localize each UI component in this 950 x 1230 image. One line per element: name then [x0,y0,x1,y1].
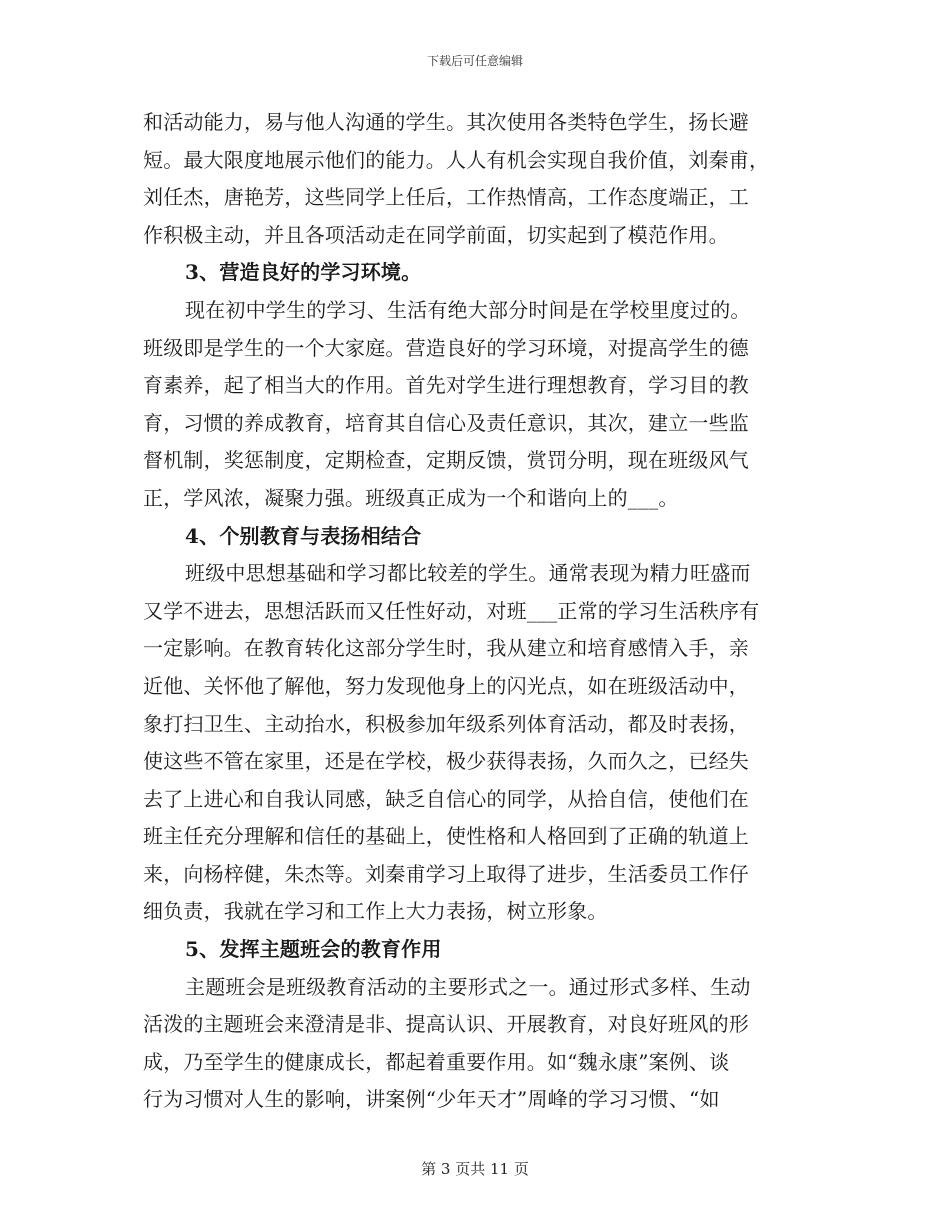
page-header: 下载后可任意编辑 [426,54,523,68]
section-heading-3: 3、营造良好的学习环境。 [185,260,422,285]
text-line: 班级即是学生的一个大家庭。营造良好的学习环境，对提高学生的德 [143,335,749,360]
paragraph-first-line: 班级中思想基础和学习都比较差的学生。通常表现为精力旺盛而 [185,561,751,586]
text-line: 行为习惯对人生的影响，讲案例“少年天才”周峰的学习习惯、“如 [143,1087,720,1112]
text-line: 短。最大限度地展示他们的能力。人人有机会实现自我价值，刘秦甫， [143,147,770,172]
section-heading-5: 5、发挥主题班会的教育作用 [185,937,442,962]
text-line: 刘任杰，唐艳芳，这些同学上任后，工作热情高，工作态度端正，工 [143,185,749,210]
paragraph-first-line: 主题班会是班级教育活动的主要形式之一。通过形式多样、生动 [185,974,751,999]
text-line: 活泼的主题班会来澄清是非、提高认识、开展教育，对良好班风的形 [143,1012,749,1037]
text-line: 去了上进心和自我认同感，缺乏自信心的同学，从拾自信，使他们在 [143,786,749,811]
text-line: 又学不进去，思想活跃而又任性好动，对班___正常的学习生活秩序有 [143,598,760,623]
paragraph-first-line: 现在初中学生的学习、生活有绝大部分时间是在学校里度过的。 [185,297,751,322]
text-line: 班主任充分理解和信任的基础上，使性格和人格回到了正确的轨道上 [143,824,749,849]
text-line: 作积极主动，并且各项活动走在同学前面，切实起到了模范作用。 [143,222,729,247]
page-footer: 第 3 页共 11 页 [421,1160,529,1178]
text-line: 使这些不管在家里，还是在学校，极少获得表扬，久而久之，已经失 [143,749,749,774]
text-line: 督机制，奖惩制度，定期检查，定期反馈，赏罚分明，现在班级风气 [143,448,749,473]
text-line: 成，乃至学生的健康成长，都起着重要作用。如“魏永康”案例、谈 [143,1049,730,1074]
section-heading-4: 4、个别教育与表扬相结合 [185,523,422,548]
document-body [143,104,803,1119]
text-line: 来，向杨梓健，朱杰等。刘秦甫学习上取得了进步，生活委员工作仔 [143,861,749,886]
text-line: 近他、关怀他了解他，努力发现他身上的闪光点，如在班级活动中， [143,673,749,698]
text-line: 育素养，起了相当大的作用。首先对学生进行理想教育，学习目的教 [143,373,749,398]
text-line: 和活动能力，易与他人沟通的学生。其次使用各类特色学生，扬长避 [143,110,749,134]
text-line: 一定影响。在教育转化这部分学生时，我从建立和培育感情入手，亲 [143,636,749,661]
text-line: 正，学风浓，凝聚力强。班级真正成为一个和谐向上的___。 [143,485,679,510]
text-line: 细负责，我就在学习和工作上大力表扬，树立形象。 [143,899,608,924]
text-line: 育，习惯的养成教育，培育其自信心及责任意识，其次，建立一些监 [143,410,749,435]
text-line: 象打扫卫生、主动抬水，积极参加年级系列体育活动，都及时表扬， [143,711,749,736]
